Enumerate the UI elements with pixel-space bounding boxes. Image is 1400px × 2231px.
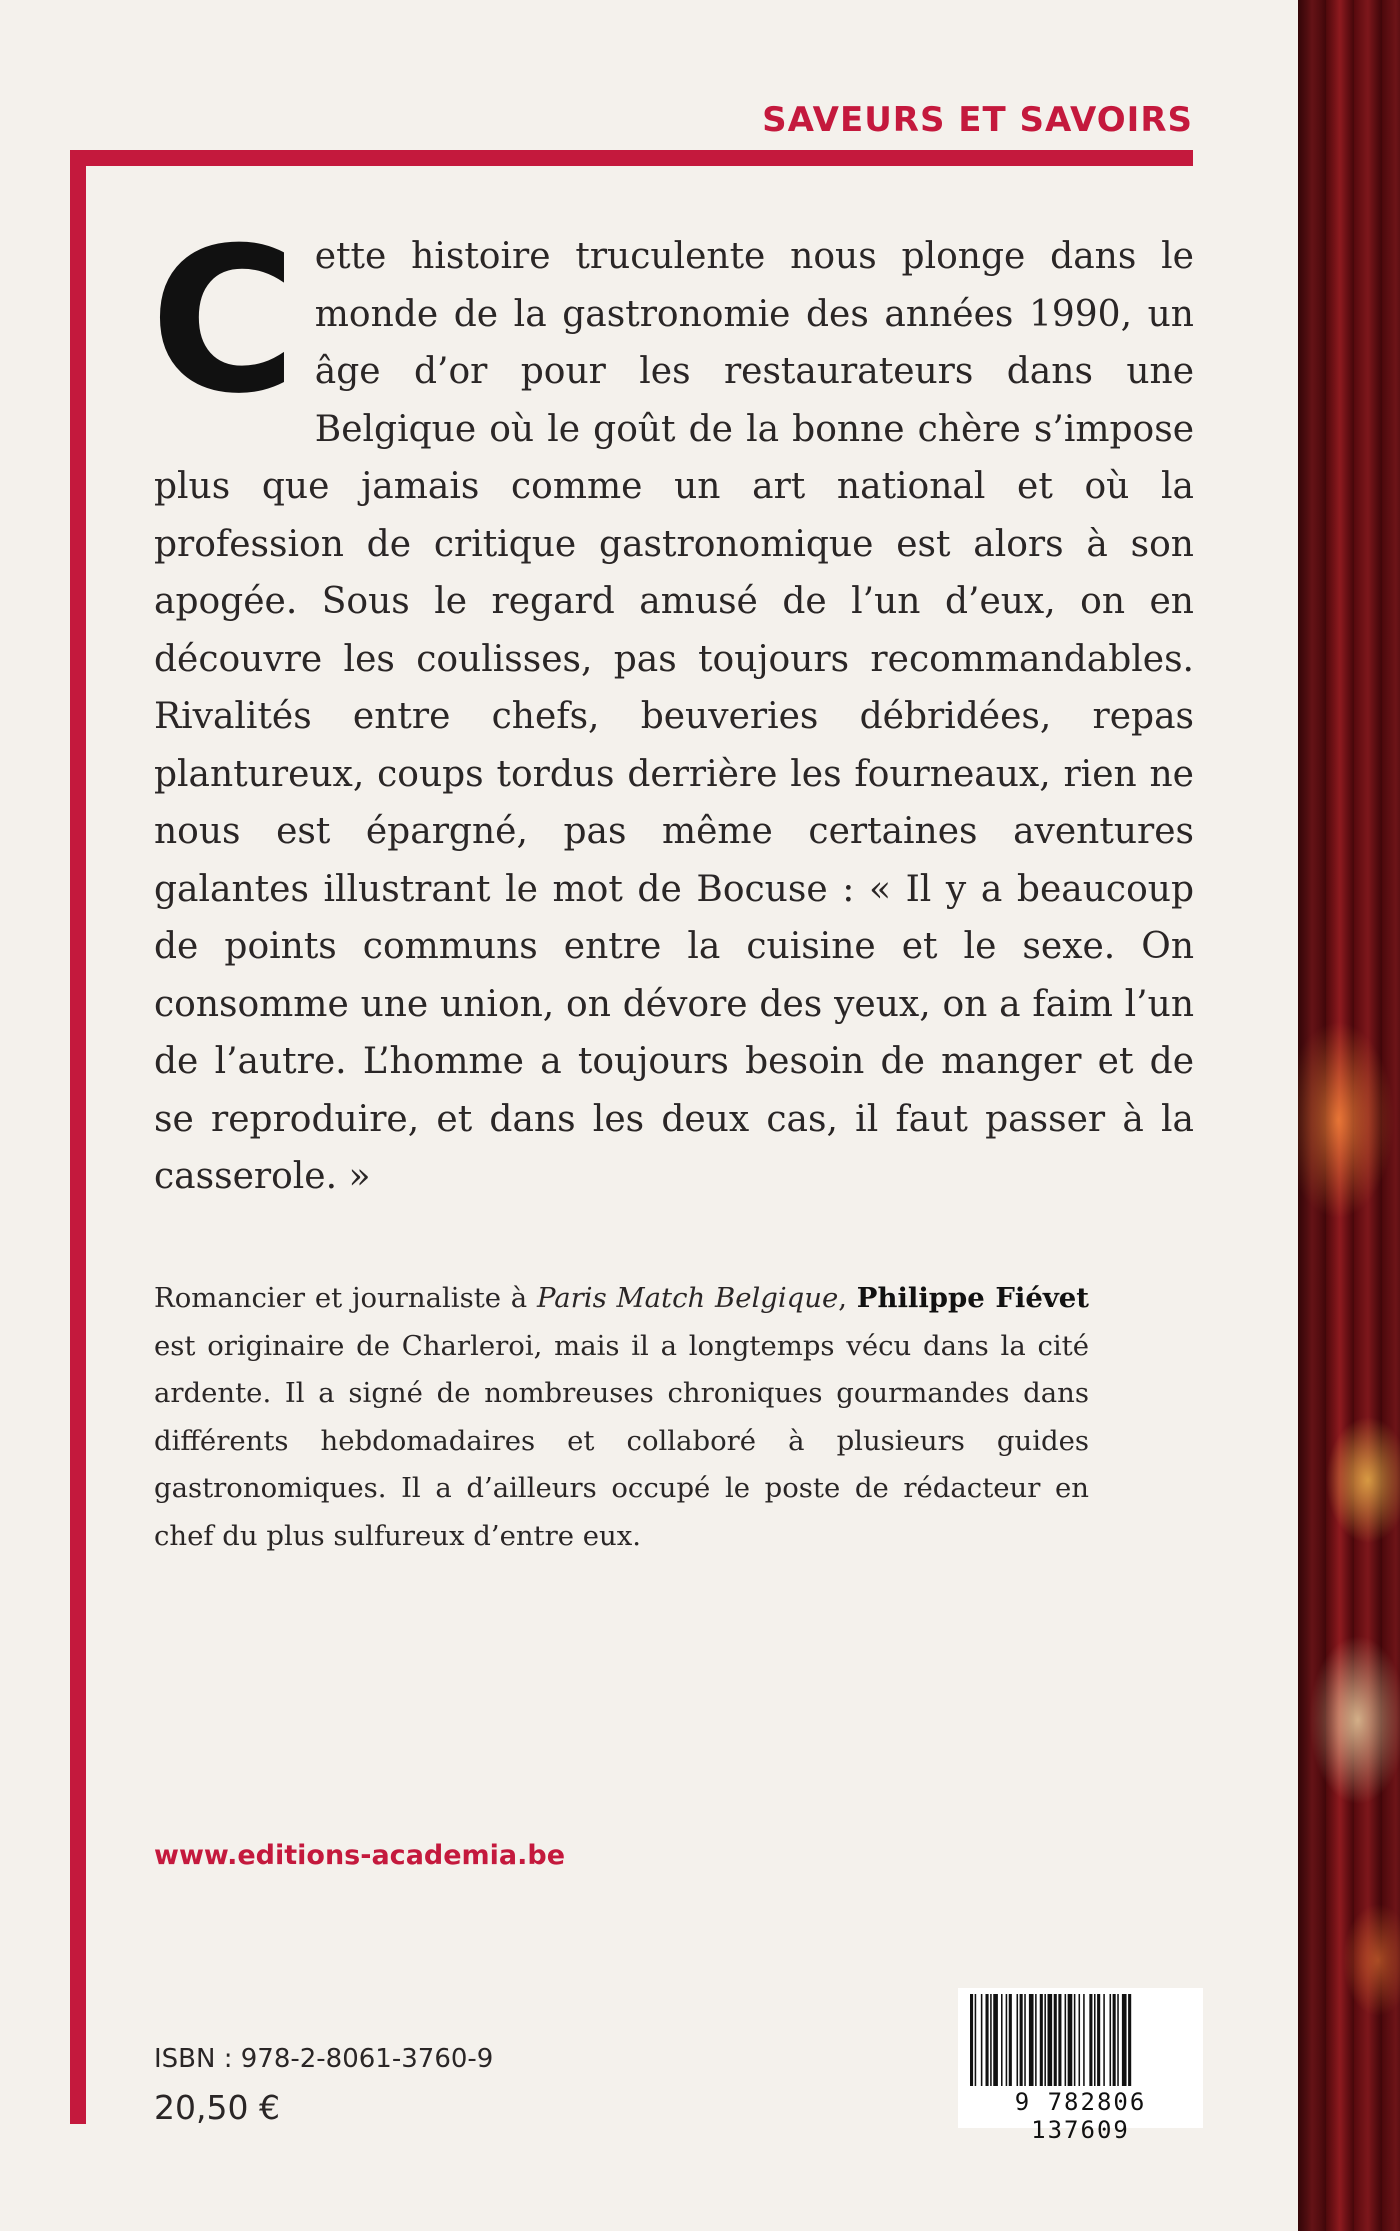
barcode-bar xyxy=(1020,1994,1023,2086)
barcode-bar xyxy=(1083,1994,1085,2086)
frame-top-rule xyxy=(70,150,1193,166)
cover-photo-strip xyxy=(1298,0,1400,2231)
barcode-bars xyxy=(970,1994,1191,2090)
publisher-website[interactable]: www.editions-academia.be xyxy=(154,1840,566,1871)
barcode-bar xyxy=(1122,1994,1127,2086)
barcode-bar xyxy=(1128,1994,1131,2086)
barcode-bar xyxy=(1117,1994,1119,2086)
barcode-bar xyxy=(1113,1994,1116,2086)
author-bio xyxy=(154,1275,1089,1560)
blurb-text: ette histoire truculente nous plonge dans le monde de la gastronomie des années 1990, un âge d’or pour les restaurateurs dans une Belgique où le goût de la bonne chère s’impose plus que jamais comme un art national et où la profession de critique gastronomique est alors à son apogée. Sous le regard amusé de l’un d’eux, on en découvre les coulisses, pas toujours recommandables. Rivalités entre chefs, beuveries débridées, repas plantureux, coups tordus derrière les fourneaux, rien ne nous est épargné, pas même certaines aventures galantes illustrant le mot de Bocuse : « Il y a beaucoup de points communs entre la cuisine et le sexe. On consomme une union, on dévore des yeux, on a faim l’un de l’autre. L’homme a toujours besoin de manger et de se reproduire, et dans les deux cas, il faut passer à la casserole. » xyxy=(154,236,1194,1197)
blurb-paragraph xyxy=(150,205,1194,1206)
barcode-bar xyxy=(990,1994,992,2086)
barcode-bar xyxy=(1006,1994,1008,2086)
barcode-bar xyxy=(1017,1994,1019,2086)
barcode-bar xyxy=(1009,1994,1012,2086)
barcode-bar xyxy=(1079,1994,1081,2086)
barcode-bar xyxy=(1068,1994,1073,2086)
bio-comma: , xyxy=(838,1282,857,1314)
barcode-bar xyxy=(1035,1994,1037,2086)
barcode-bar xyxy=(1048,1994,1053,2086)
barcode-bar xyxy=(993,1994,998,2086)
barcode-bar xyxy=(981,1994,983,2086)
barcode-bar xyxy=(1074,1994,1076,2086)
barcode-digits: 9 782806 137609 xyxy=(1014,2088,1147,2144)
frame-left-rule xyxy=(70,150,86,2124)
barcode-bar xyxy=(1024,1994,1026,2086)
barcode xyxy=(958,1988,1203,2144)
drop-cap: C xyxy=(150,205,297,438)
barcode-bar xyxy=(1058,1994,1061,2086)
price: 20,50 € xyxy=(154,2088,280,2127)
barcode-bar xyxy=(1094,1994,1096,2086)
barcode-bar xyxy=(975,1994,977,2086)
author-name: Philippe Fiévet xyxy=(856,1282,1090,1314)
bio-intro: Romancier et journaliste à xyxy=(154,1282,537,1314)
barcode-bar xyxy=(1103,1994,1105,2086)
isbn-number: ISBN : 978-2-8061-3760-9 xyxy=(154,2044,494,2074)
barcode-bar xyxy=(1001,1994,1003,2086)
barcode-bar xyxy=(986,1994,989,2086)
bio-text: est originaire de Charleroi, mais il a longtemps vécu dans la cité ardente. Il a signé de nombreuses chroniques gourmandes dans différents hebdomadaires et collaboré à plusieurs guides gastronomiques. Il a d’ailleurs occupé le poste de rédacteur en chef du plus sulfureux d’entre eux. xyxy=(154,1329,1089,1552)
barcode-bar xyxy=(1044,1994,1046,2086)
barcode-bar xyxy=(1040,1994,1043,2086)
barcode-bar xyxy=(1054,1994,1057,2086)
magazine-name: Paris Match Belgique xyxy=(536,1282,839,1314)
barcode-bar xyxy=(1097,1994,1100,2086)
barcode-bar xyxy=(1089,1994,1092,2086)
barcode-bar xyxy=(1110,1994,1112,2086)
series-title: SAVEURS ET SAVOIRS xyxy=(762,100,1193,140)
barcode-bar xyxy=(1029,1994,1034,2086)
barcode-bar xyxy=(1065,1994,1067,2086)
barcode-bar xyxy=(970,1994,973,2086)
